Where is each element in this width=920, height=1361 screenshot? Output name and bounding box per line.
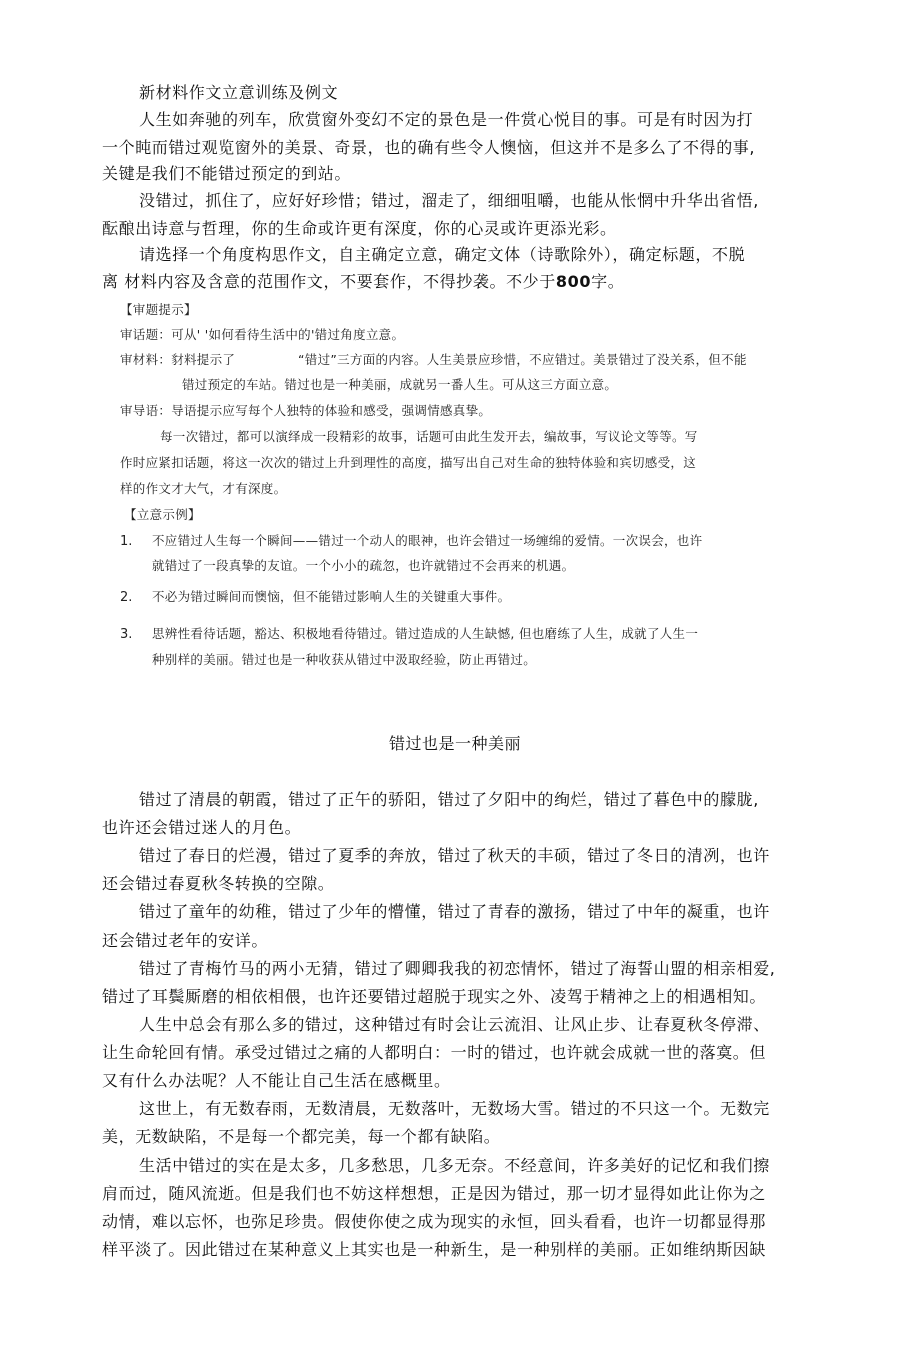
essay-line: 动情，难以忘怀，也弥足珍贵。假使你使之成为现实的永恒，回头看看，也许一切都显得那 [102,1212,767,1231]
example-line: 就错过了一段真挚的友谊。一个小小的疏忽，也许就错过不会再来的机遇。 [152,558,575,573]
essay-line: 还会错过春夏秋冬转换的空隙。 [102,874,335,893]
essay-line: 让生命轮回有情。承受过错过之痛的人都明白：一时的错过，也许就会成就一世的落寞。但 [102,1043,767,1062]
example-line: 种别样的美丽。错过也是一种收获从错过中汲取经验，防止再错过。 [152,652,537,667]
hint-material-label: 审材料：豺料提示了 [120,352,236,367]
essay-line: 又有什么办法呢？人不能让自己生活在感概里。 [102,1071,451,1090]
essay-line: 人生中总会有那么多的错过，这种错过有时会让云流泪、让风止步、让春夏秋冬停滞、 [139,1015,770,1034]
essay-line: 错过了耳鬓厮磨的相依相偎，也许还要错过超脱于现实之外、凌驾于精神之上的相遇相知。 [102,987,767,1006]
essay-line: 错过了春日的烂漫，错过了夏季的奔放，错过了秋天的丰硕，错过了冬日的清冽，也许 [139,846,770,865]
intro-line-4: 没错过，抓住了，应好好珍惜；错过，溜走了，细细咀嚼，也能从怅惘中升华出省悟, [139,191,759,210]
essay-line: 肩而过，随风流逝。但是我们也不妨这样想想，正是因为错过，那一切才显得如此让你为之 [102,1184,767,1203]
essay-line: 美，无数缺陷，不是每一个都完美，每一个都有缺陷。 [102,1127,501,1146]
hint-para-3: 样的作文才大气，才有深度。 [120,481,287,496]
intro-line-2: 一个盹而错过观览窗外的美景、奇景，也的确有些令人懊恼，但这并不是多么了不得的事, [102,138,756,157]
hint-material-cont: 错过预定的车站。错过也是一种美丽，成就另一番人生。可从这三方面立意。 [182,377,618,392]
essay-line: 生活中错过的实在是太多，几多愁思，几多无奈。不经意间，许多美好的记忆和我们擦 [139,1156,770,1175]
hint-material-text: “错过”三方面的内容。人生美景应珍惜，不应错过。美景错过了没关系，但不能 [298,352,747,367]
example-number: 3. [120,627,133,642]
hint-para-1: 每一次错过，都可以演绎成一段精彩的故事，话题可由此生发开去，编故事，写议论文等等。写 [160,429,698,444]
doc-heading: 新材料作文立意训练及例文 [139,83,339,102]
hint-guide: 审导语：导语提示应写每个人独特的体验和感受，强调情感真挚。 [120,403,492,418]
hint-section-label: 【审题提示】 [120,302,197,317]
intro-line-1: 人生如奔驰的列车，欣赏窗外变幻不定的景色是一件赏心悦目的事。可是有时因为打 [139,110,754,129]
intro-line-7: 离 材料内容及含意的范围作文，不要套作，不得抄袭。不少于800字。 [102,272,625,291]
example-number: 1. [120,534,133,549]
essay-line: 样平淡了。因此错过在某种意义上其实也是一种新生，是一种别样的美丽。正如维纳斯因缺 [102,1240,767,1259]
essay-title: 错过也是一种美丽 [389,734,522,753]
intro-line-3: 关键是我们不能错过预定的到站。 [102,164,352,183]
essay-line: 错过了童年的幼稚，错过了少年的懵懂，错过了青春的激扬，错过了中年的凝重，也许 [139,902,770,921]
hint-para-2: 作时应紧扣话题，将这一次次的错过上升到理性的高度，描写出自己对生命的独特体验和宾切感受，这 [120,455,697,470]
essay-line: 这世上，有无数春雨，无数清晨，无数落叶，无数场大雪。错过的不只这一个。无数完 [139,1099,770,1118]
example-line: 不应错过人生每一个瞬间——错过一个动人的眼神，也许会错过一场缠绵的爱情。一次误会，也许 [152,533,703,548]
hint-topic: 审话题：可从' '如何看待生活中的'错过角度立意。 [120,327,405,342]
essay-line: 错过了青梅竹马的两小无猜，错过了卿卿我我的初恋情怀，错过了海誓山盟的相亲相爱, [139,959,776,978]
intro-line-5: 酝酿出诗意与哲理，你的生命或许更有深度，你的心灵或许更添光彩。 [102,219,617,238]
essay-line: 错过了清晨的朝霞，错过了正午的骄阳，错过了夕阳中的绚烂，错过了暮色中的朦胧, [139,790,759,809]
intro-line-6: 请选择一个角度构思作文，自主确定立意，确定文体（诗歌除外），确定标题，不脱 [139,245,746,264]
essay-line: 也许还会错过迷人的月色。 [102,818,302,837]
example-line: 不必为错过瞬间而懊恼，但不能错过影响人生的关键重大事件。 [152,589,511,604]
examples-label: 【立意示例】 [124,507,201,522]
example-number: 2. [120,590,133,605]
example-line: 思辨性看待话题，豁达、积极地看待错过。错过造成的人生缺憾, 但也磨练了人生，成就了人生一 [152,626,699,641]
essay-line: 还会错过老年的安详。 [102,931,269,950]
